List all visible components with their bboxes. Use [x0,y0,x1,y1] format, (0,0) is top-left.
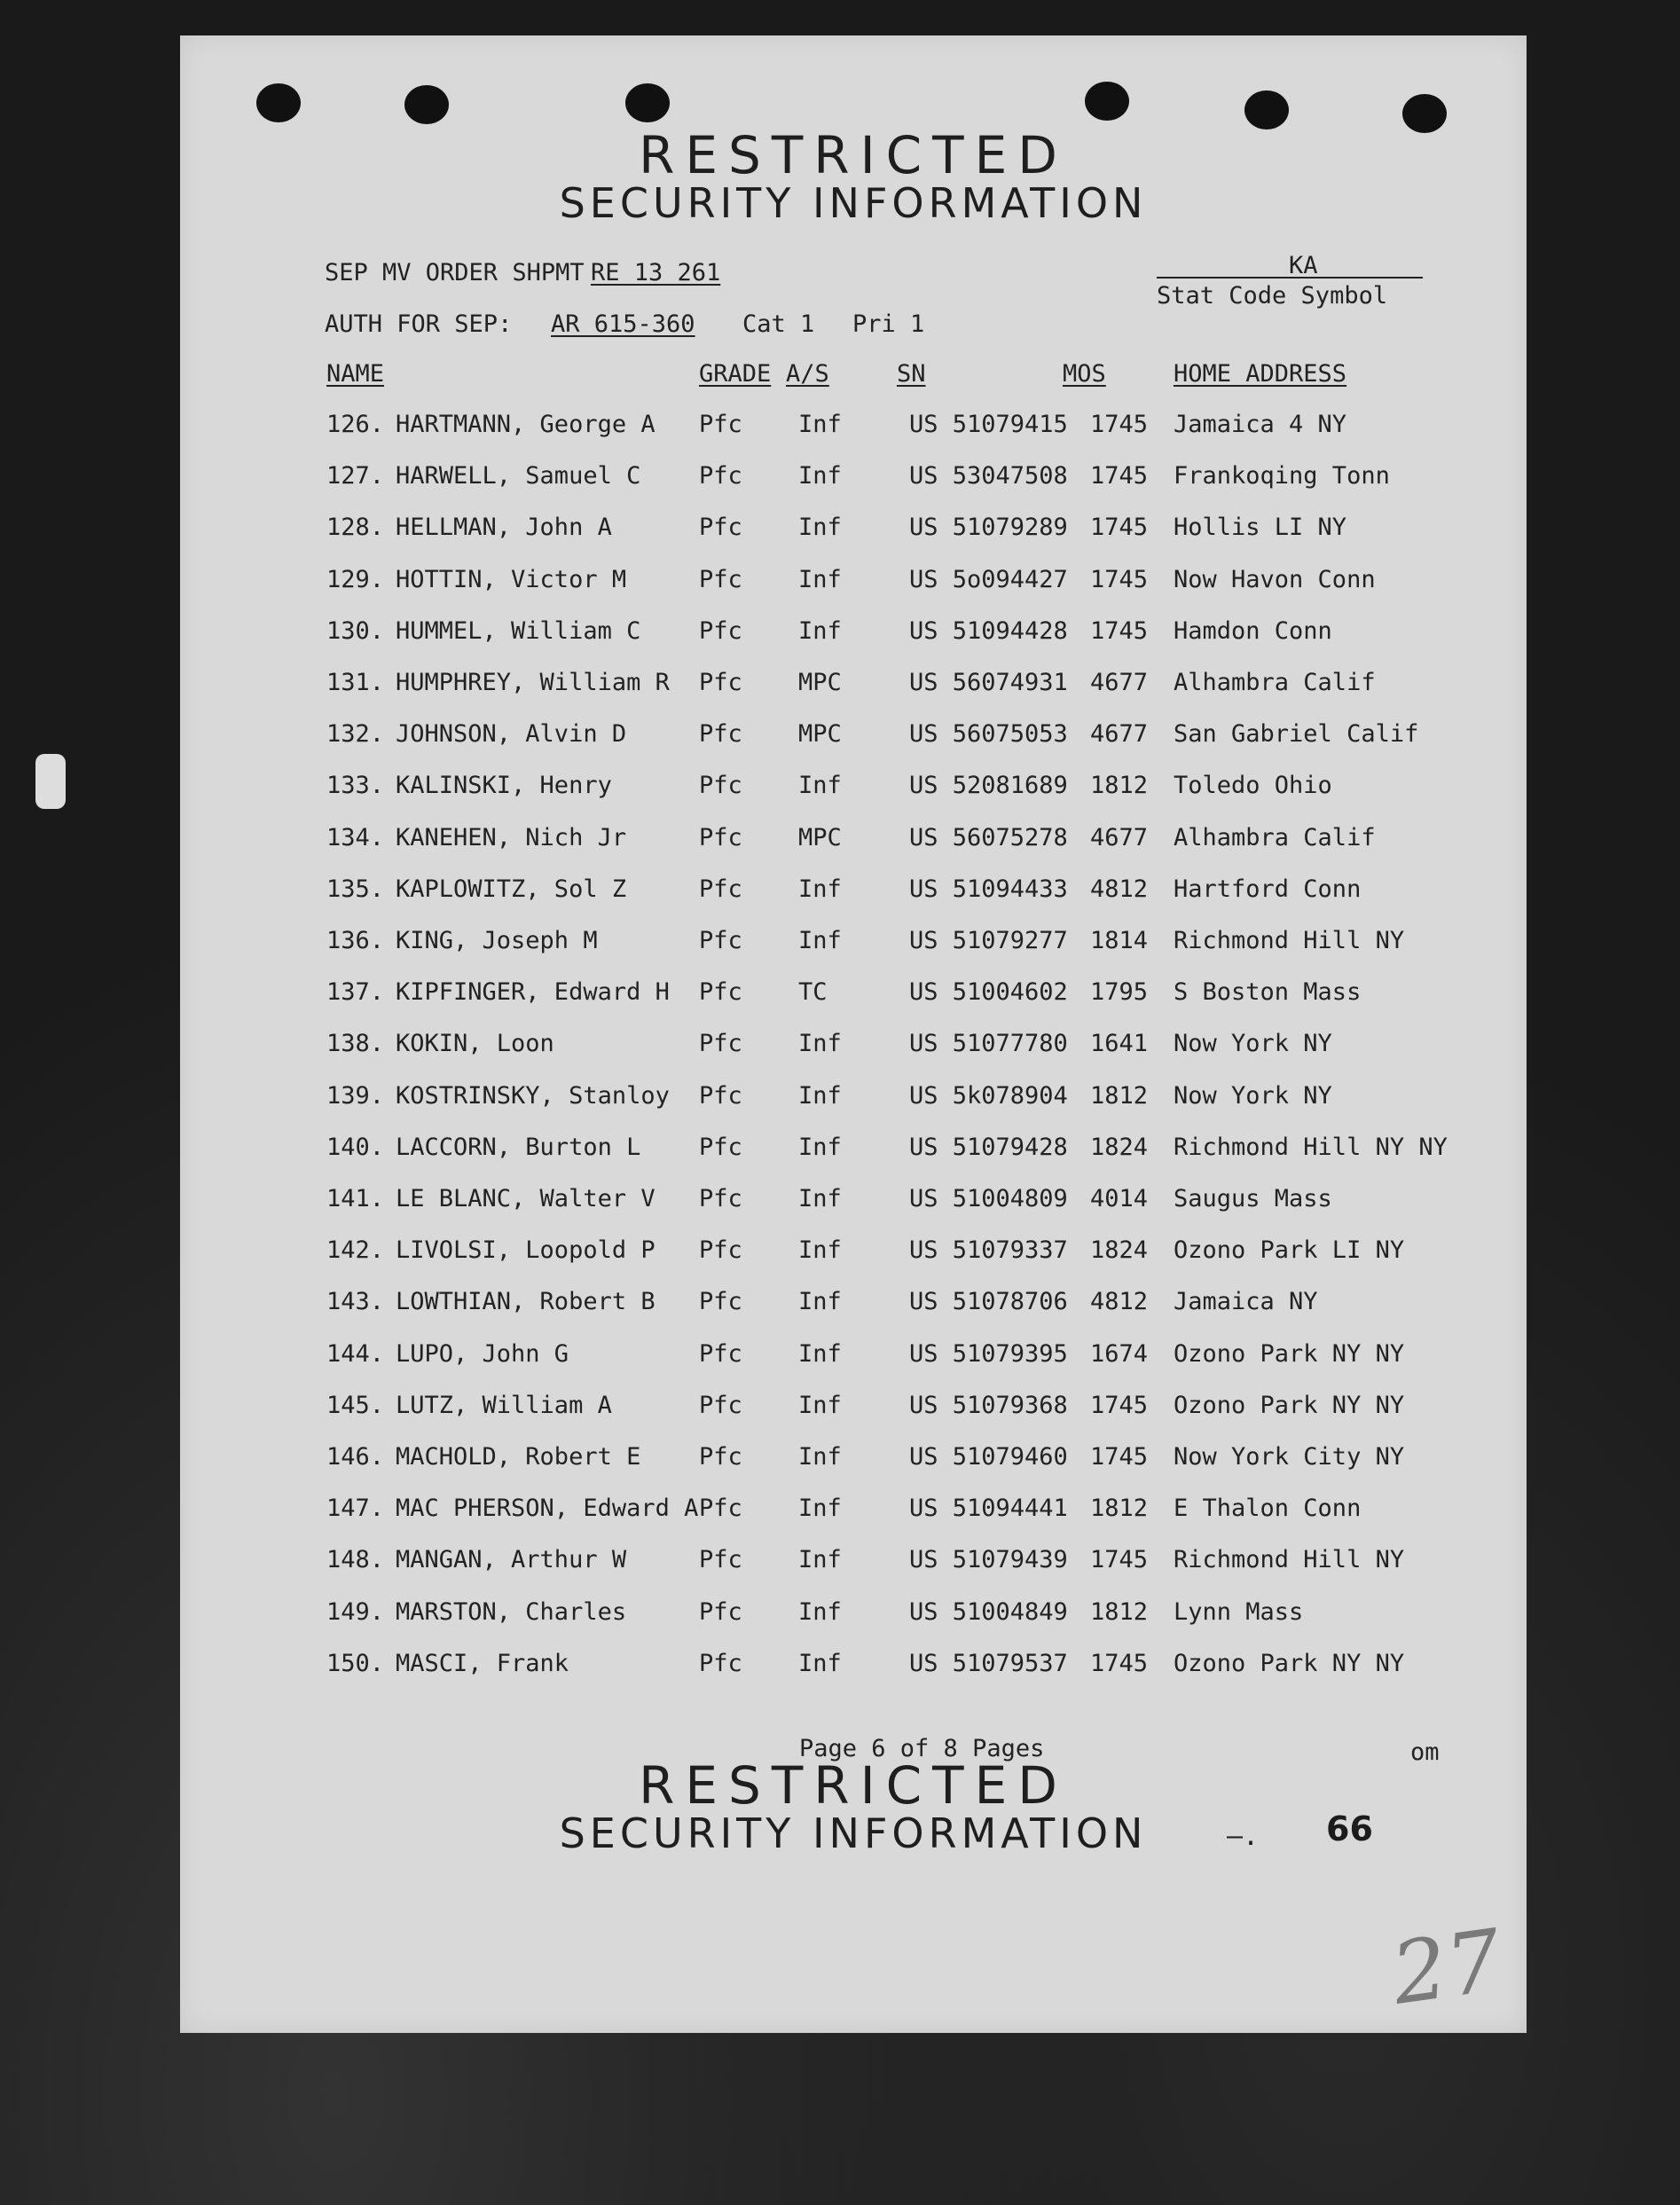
cell-mos: 1745 [1090,1649,1149,1677]
table-row [180,515,1527,545]
cell-as: Inf [798,1339,842,1368]
cell-mos: 1745 [1090,411,1149,438]
cell-sn: US 51079537 [909,1649,1068,1677]
col-as: A/S [786,360,829,388]
cell-mos: 1795 [1090,978,1149,1007]
cell-address: Alhambra Calif [1174,669,1376,696]
table-row [180,671,1527,701]
cell-grade: Pfc [699,514,742,542]
cell-address: Lynn Mass [1174,1597,1304,1626]
cell-as: Inf [798,927,842,954]
cell-address: S Boston Mass [1174,978,1362,1007]
restricted-stamp-top [180,125,1527,227]
cell-as: MPC [798,823,842,851]
table-row [180,980,1527,1010]
column-headers [180,362,1527,392]
cell-as: TC [798,978,828,1007]
table-row [180,464,1527,494]
cell-sn: US 51094441 [909,1495,1068,1523]
cell-mos: 4677 [1090,720,1149,749]
cell-num: 137. [326,978,385,1007]
cell-sn: US 51079460 [909,1443,1068,1471]
cell-address: Now York City NY [1174,1443,1405,1471]
cell-sn: US 56075278 [909,823,1068,851]
cell-grade: Pfc [699,1339,742,1368]
cell-address: Frankoqing Tonn [1174,462,1390,490]
category: Cat 1 [742,310,815,338]
cell-address: Ozono Park NY NY [1174,1339,1405,1368]
table-row [180,1496,1527,1526]
table-row [180,929,1527,959]
cell-address: Alhambra Calif [1174,823,1376,851]
cell-name: HUMMEL, William C [396,616,641,645]
cell-grade: Pfc [699,1597,742,1626]
col-name: NAME [326,360,385,388]
table-row [180,877,1527,907]
cell-grade: Pfc [699,1391,742,1419]
cell-name: LUTZ, William A [396,1391,612,1419]
cell-name: KOKIN, Loon [396,1030,554,1058]
cell-address: Ozono Park LI NY [1174,1236,1405,1265]
cell-sn: US 51094433 [909,875,1068,903]
stamp-line-1: RESTRICTED [639,1755,1068,1816]
table-row [180,565,1527,598]
cell-mos: 1745 [1090,462,1149,490]
initials: om [1410,1738,1440,1766]
punch-hole [404,85,449,124]
cell-num: 133. [326,772,385,800]
cell-name: MARSTON, Charles [396,1597,627,1626]
cell-num: 127. [326,462,385,490]
cell-as: Inf [798,565,842,593]
cell-num: 138. [326,1030,385,1058]
cell-as: Inf [798,1133,842,1161]
punch-hole [625,83,670,122]
cell-name: LOWTHIAN, Robert B [396,1288,656,1316]
cell-grade: Pfc [699,565,742,593]
punch-hole [1402,94,1447,133]
cell-mos: 4812 [1090,1288,1149,1316]
cell-grade: Pfc [699,669,742,696]
cell-sn: US 51079277 [909,927,1068,954]
cell-name: HARTMANN, George A [396,411,656,438]
cell-num: 141. [326,1185,385,1212]
cell-sn: US 51079428 [909,1133,1068,1161]
cell-mos: 1641 [1090,1030,1149,1058]
stat-code-label: Stat Code Symbol [1157,282,1388,310]
cell-address: Ozono Park NY NY [1174,1649,1405,1677]
cell-mos: 4014 [1090,1185,1149,1212]
cell-sn: US 51004602 [909,978,1068,1007]
cell-grade: Pfc [699,411,742,438]
cell-as: MPC [798,669,842,696]
cell-name: HELLMAN, John A [396,514,612,542]
cell-sn: US 51079439 [909,1546,1068,1574]
cell-name: MACHOLD, Robert E [396,1443,641,1471]
table-row [180,1393,1527,1424]
cell-address: San Gabriel Calif [1174,720,1419,749]
cell-as: Inf [798,1546,842,1574]
table-row [180,823,1527,856]
cell-num: 142. [326,1236,385,1265]
cell-sn: US 51078706 [909,1288,1068,1316]
table-row [180,1597,1527,1630]
cell-grade: Pfc [699,720,742,749]
cell-mos: 1745 [1090,1443,1149,1471]
cell-name: LUPO, John G [396,1339,569,1368]
table-row [180,1290,1527,1320]
scan-artifact [35,754,66,809]
cell-sn: US 51079415 [909,411,1068,438]
cell-grade: Pfc [699,1495,742,1523]
cell-sn: US 53047508 [909,462,1068,490]
cell-mos: 1674 [1090,1339,1149,1368]
cell-sn: US 51079395 [909,1339,1068,1368]
cell-name: HUMPHREY, William R [396,669,670,696]
table-row [180,1032,1527,1062]
cell-grade: Pfc [699,1443,742,1471]
cell-mos: 4677 [1090,669,1149,696]
cell-grade: Pfc [699,1185,742,1212]
cell-num: 140. [326,1133,385,1161]
cell-num: 139. [326,1081,385,1110]
col-sn: SN [897,360,926,388]
table-row [180,1238,1527,1268]
cell-as: Inf [798,616,842,645]
cell-name: HOTTIN, Victor M [396,565,627,593]
cell-address: Jamaica 4 NY [1174,411,1347,438]
cell-as: Inf [798,1030,842,1058]
stamp-line-2: SECURITY INFORMATION [559,1809,1148,1857]
cell-address: Hamdon Conn [1174,616,1332,645]
cell-num: 136. [326,927,385,954]
cell-grade: Pfc [699,1030,742,1058]
cell-sn: US 5o094427 [909,565,1068,593]
cell-num: 144. [326,1339,385,1368]
cell-mos: 1745 [1090,616,1149,645]
cell-sn: US 51079337 [909,1236,1068,1265]
cell-name: KAPLOWITZ, Sol Z [396,875,627,903]
cell-num: 145. [326,1391,385,1419]
cell-num: 143. [326,1288,385,1316]
cell-address: Now York NY [1174,1081,1332,1110]
cell-grade: Pfc [699,772,742,800]
table-row [180,1135,1527,1165]
cell-as: Inf [798,514,842,542]
cell-sn: US 52081689 [909,772,1068,800]
order-number: RE 13 261 [591,259,721,286]
cell-address: Richmond Hill NY [1174,927,1405,954]
cell-mos: 1812 [1090,1495,1149,1523]
cell-grade: Pfc [699,1133,742,1161]
priority: Pri 1 [852,310,925,338]
cell-as: Inf [798,1495,842,1523]
cell-mos: 1812 [1090,1081,1149,1110]
cell-num: 129. [326,565,385,593]
cell-sn: US 51079289 [909,514,1068,542]
stamp-line-2: SECURITY INFORMATION [559,179,1148,227]
cell-mos: 1745 [1090,1546,1149,1574]
cell-name: LE BLANC, Walter V [396,1185,656,1212]
cell-name: LIVOLSI, Loopold P [396,1236,656,1265]
punch-hole [256,83,301,122]
cell-num: 147. [326,1495,385,1523]
cell-address: Toledo Ohio [1174,772,1332,800]
cell-sn: US 51004849 [909,1597,1068,1626]
cell-name: KIPFINGER, Edward H [396,978,670,1007]
cell-as: Inf [798,1236,842,1265]
cell-address: Jamaica NY [1174,1288,1318,1316]
cell-name: MASCI, Frank [396,1649,569,1677]
cell-address: Ozono Park NY NY [1174,1391,1405,1419]
document-page [180,35,1527,2033]
cell-address: Richmond Hill NY [1174,1546,1405,1574]
cell-mos: 1814 [1090,927,1149,954]
col-address: HOME ADDRESS [1174,360,1347,388]
cell-mos: 1812 [1090,772,1149,800]
table-row [180,1445,1527,1475]
dash-mark: –. [1227,1821,1260,1852]
cell-address: E Thalon Conn [1174,1495,1362,1523]
cell-sn: US 51079368 [909,1391,1068,1419]
cell-name: KING, Joseph M [396,927,598,954]
cell-mos: 4812 [1090,875,1149,903]
cell-num: 132. [326,720,385,749]
cell-mos: 1745 [1090,1391,1149,1419]
cell-num: 149. [326,1597,385,1626]
cell-address: Now York NY [1174,1030,1332,1058]
table-row [180,412,1527,443]
cell-mos: 1824 [1090,1236,1149,1265]
table-row [180,1649,1527,1682]
table-row [180,616,1527,649]
cell-address: Now Havon Conn [1174,565,1376,593]
cell-name: MANGAN, Arthur W [396,1546,627,1574]
cell-as: Inf [798,1443,842,1471]
cell-mos: 1824 [1090,1133,1149,1161]
cell-sn: US 51004809 [909,1185,1068,1212]
cell-name: LACCORN, Burton L [396,1133,641,1161]
table-row [180,1548,1527,1578]
cell-as: Inf [798,411,842,438]
cell-mos: 1745 [1090,565,1149,593]
cell-as: Inf [798,1081,842,1110]
cell-grade: Pfc [699,616,742,645]
col-mos: MOS [1063,360,1106,388]
page-count: Page 6 of 8 Pages [799,1735,1045,1762]
cell-num: 148. [326,1546,385,1574]
cell-grade: Pfc [699,927,742,954]
cell-address: Richmond Hill NY NY [1174,1133,1448,1161]
cell-address: Hollis LI NY [1174,514,1347,542]
cell-grade: Pfc [699,1081,742,1110]
cell-as: Inf [798,1185,842,1212]
stat-code-underline [1157,277,1423,279]
cell-num: 126. [326,411,385,438]
cell-as: Inf [798,1597,842,1626]
cell-num: 146. [326,1443,385,1471]
cell-num: 135. [326,875,385,903]
stat-code-value: KA [1289,252,1318,279]
cell-sn: US 56075053 [909,720,1068,749]
cell-num: 134. [326,823,385,851]
cell-grade: Pfc [699,978,742,1007]
pencil-note: 27 [1386,1911,1508,2024]
cell-mos: 1745 [1090,514,1149,542]
cell-as: Inf [798,1391,842,1419]
punch-hole [1085,82,1129,121]
cell-grade: Pfc [699,462,742,490]
table-row [180,1081,1527,1114]
table-row [180,773,1527,804]
cell-as: Inf [798,462,842,490]
auth-label: AUTH FOR SEP: [325,310,513,338]
cell-num: 128. [326,514,385,542]
auth-value: AR 615-360 [551,310,695,338]
cell-mos: 1812 [1090,1597,1149,1626]
punch-hole [1244,90,1289,129]
cell-num: 130. [326,616,385,645]
cell-name: KOSTRINSKY, Stanloy [396,1081,670,1110]
cell-as: Inf [798,1649,842,1677]
cell-mos: 4677 [1090,823,1149,851]
order-label: SEP MV ORDER SHPMT [325,259,585,286]
cell-sn: US 56074931 [909,669,1068,696]
page-number: 66 [1326,1809,1373,1848]
cell-sn: US 51094428 [909,616,1068,645]
cell-num: 131. [326,669,385,696]
cell-as: Inf [798,875,842,903]
cell-sn: US 51077780 [909,1030,1068,1058]
cell-grade: Pfc [699,1546,742,1574]
table-row [180,722,1527,752]
cell-name: KANEHEN, Nich Jr [396,823,627,851]
restricted-stamp-bottom [180,1755,1527,1857]
col-grade: GRADE [699,360,772,388]
cell-name: KALINSKI, Henry [396,772,612,800]
cell-grade: Pfc [699,1649,742,1677]
cell-grade: Pfc [699,823,742,851]
cell-sn: US 5k078904 [909,1081,1068,1110]
cell-name: HARWELL, Samuel C [396,462,641,490]
stamp-line-1: RESTRICTED [639,125,1068,185]
cell-address: Saugus Mass [1174,1185,1332,1212]
table-row [180,1187,1527,1217]
cell-address: Hartford Conn [1174,875,1362,903]
cell-grade: Pfc [699,1236,742,1265]
table-row [180,1339,1527,1372]
cell-as: Inf [798,772,842,800]
cell-num: 150. [326,1649,385,1677]
cell-name: MAC PHERSON, Edward A [396,1495,699,1523]
cell-grade: Pfc [699,1288,742,1316]
cell-name: JOHNSON, Alvin D [396,720,627,749]
cell-as: Inf [798,1288,842,1316]
cell-as: MPC [798,720,842,749]
cell-grade: Pfc [699,875,742,903]
